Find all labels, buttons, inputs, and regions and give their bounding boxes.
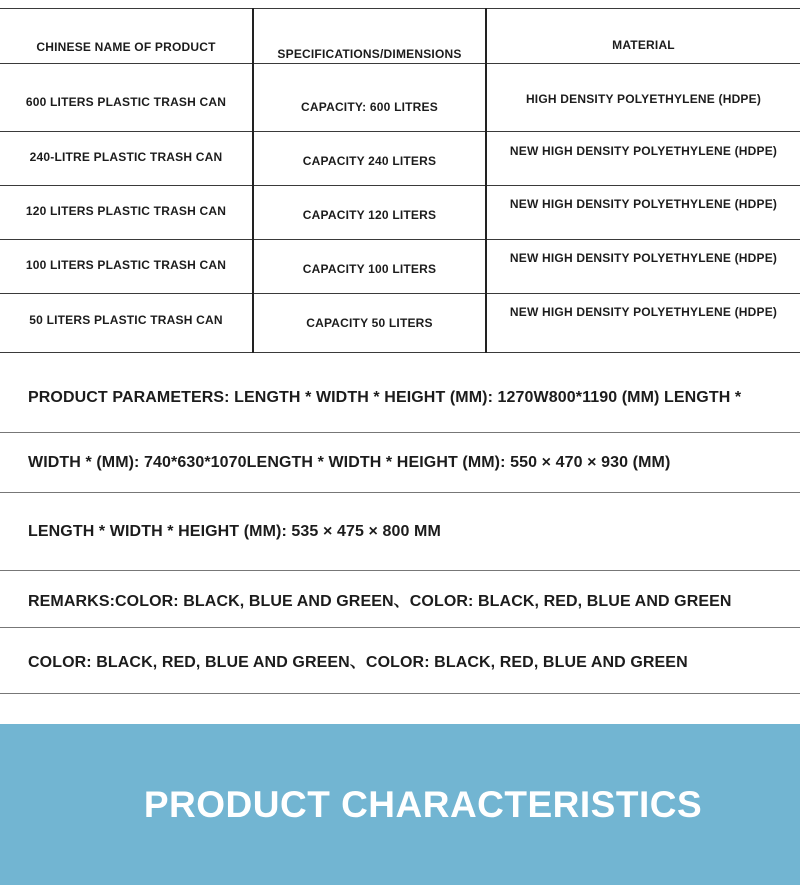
header-material: MATERIAL xyxy=(486,9,800,64)
table-header-row xyxy=(0,9,800,64)
material-cell: NEW HIGH DENSITY POLYETHYLENE (HDPE) xyxy=(486,132,800,186)
product-name-cell: 100 LITERS PLASTIC TRASH CAN xyxy=(0,240,253,294)
specification-cell: CAPACITY 240 LITERS xyxy=(253,132,486,186)
parameter-line xyxy=(0,433,800,493)
material-cell: NEW HIGH DENSITY POLYETHYLENE (HDPE) xyxy=(486,186,800,240)
material-cell: NEW HIGH DENSITY POLYETHYLENE (HDPE) xyxy=(486,294,800,353)
remarks-text: REMARKS:COLOR: BLACK, BLUE AND GREEN、COLOR: BLACK, RED, BLUE AND GREEN xyxy=(28,592,732,610)
parameter-text: PRODUCT PARAMETERS: LENGTH * WIDTH * HEIGHT (MM): 1270W800*1190 (MM) LENGTH * xyxy=(28,388,742,406)
table-row xyxy=(0,240,800,294)
material-cell: HIGH DENSITY POLYETHYLENE (HDPE) xyxy=(486,64,800,132)
parameter-text: WIDTH * (MM): 740*630*1070LENGTH * WIDTH * HEIGHT (MM): 550 × 470 × 930 (MM) xyxy=(28,453,671,471)
parameter-line xyxy=(0,493,800,571)
header-product-name: CHINESE NAME OF PRODUCT xyxy=(0,9,253,64)
color-line xyxy=(0,628,800,694)
specification-cell: CAPACITY 100 LITERS xyxy=(253,240,486,294)
product-parameters xyxy=(0,363,800,694)
product-name-cell: 600 LITERS PLASTIC TRASH CAN xyxy=(0,64,253,132)
specification-cell: CAPACITY 50 LITERS xyxy=(253,294,486,353)
remarks-line xyxy=(0,571,800,628)
product-characteristics-banner xyxy=(0,724,800,885)
specification-cell: CAPACITY 120 LITERS xyxy=(253,186,486,240)
banner-title: PRODUCT CHARACTERISTICS xyxy=(143,783,703,825)
parameter-line xyxy=(0,363,800,433)
color-text: COLOR: BLACK, RED, BLUE AND GREEN、COLOR: BLACK, RED, BLUE AND GREEN xyxy=(28,654,688,671)
product-name-cell: 120 LITERS PLASTIC TRASH CAN xyxy=(0,186,253,240)
table-row xyxy=(0,186,800,240)
material-cell: NEW HIGH DENSITY POLYETHYLENE (HDPE) xyxy=(486,240,800,294)
table-row xyxy=(0,132,800,186)
specification-cell: CAPACITY: 600 LITRES xyxy=(253,64,486,132)
product-spec-table xyxy=(0,8,800,353)
table-row xyxy=(0,294,800,353)
table-row xyxy=(0,64,800,132)
product-name-cell: 50 LITERS PLASTIC TRASH CAN xyxy=(0,294,253,353)
header-specifications: SPECIFICATIONS/DIMENSIONS xyxy=(253,9,486,64)
product-name-cell: 240-LITRE PLASTIC TRASH CAN xyxy=(0,132,253,186)
parameter-text: LENGTH * WIDTH * HEIGHT (MM): 535 × 475 × 800 MM xyxy=(28,522,441,540)
